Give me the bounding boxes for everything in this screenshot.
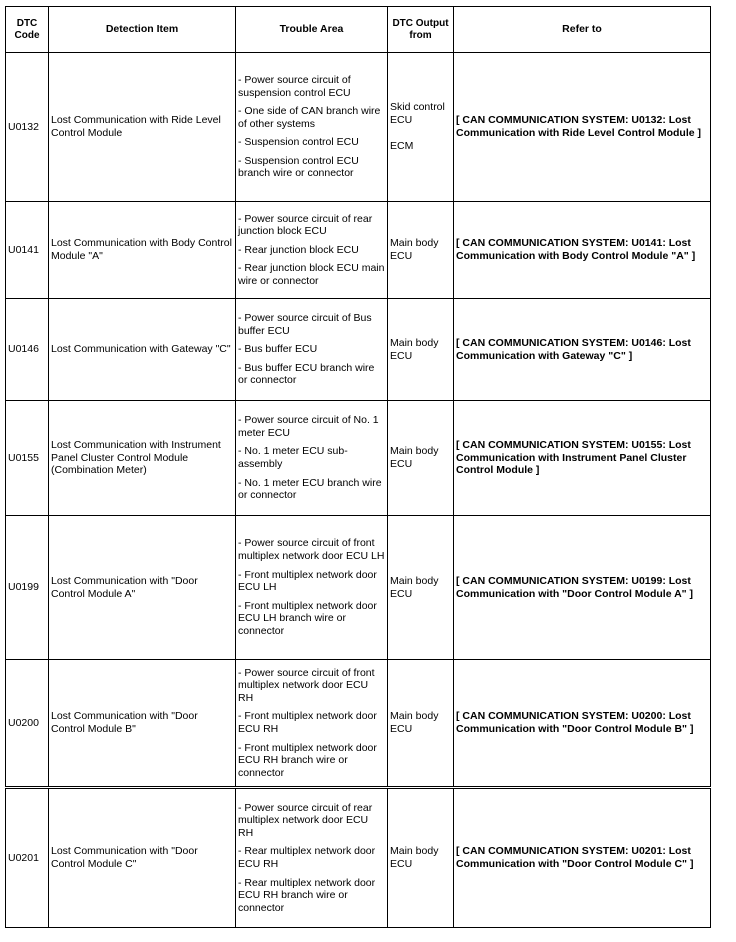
trouble-area-item: - Rear multiplex network door ECU RH branch wire or connector: [238, 876, 376, 914]
output-ecu: Main body ECU: [390, 574, 439, 600]
trouble-area-item: - Power source circuit of rear multiplex network door ECU RH: [238, 801, 373, 839]
refer-to-link[interactable]: [ CAN COMMUNICATION SYSTEM: U0200: Lost Communication with "Door Control Module B" ]: [454, 660, 711, 788]
output-ecu: Main body ECU: [390, 845, 439, 870]
detection-item-cell: Lost Communication with "Door Control Module B": [49, 660, 236, 788]
trouble-area-item: - Bus buffer ECU branch wire or connector: [238, 361, 375, 387]
trouble-area-item: - Power source circuit of front multiplex network door ECU RH: [238, 666, 375, 704]
trouble-area-item: - Front multiplex network door ECU RH: [238, 710, 377, 735]
dtc-output-cell: [388, 202, 454, 299]
output-ecu: Main body ECU: [390, 237, 439, 262]
trouble-area-cell: [236, 299, 388, 401]
output-ecu: Main body ECU: [390, 336, 439, 362]
table-row: [6, 788, 711, 928]
header-dtc-output-from: DTC Output from: [388, 7, 454, 53]
table-row: [6, 660, 711, 788]
dtc-output-cell: [388, 516, 454, 660]
header-detection-item: Detection Item: [49, 7, 236, 53]
trouble-area-cell: [236, 660, 388, 788]
trouble-area-item: - Front multiplex network door ECU LH branch wire or connector: [238, 599, 377, 637]
dtc-code-cell: U0141: [6, 202, 49, 299]
trouble-area-item: - Rear junction block ECU main wire or connector: [238, 262, 385, 287]
detection-item-cell: Lost Communication with "Door Control Module A": [49, 516, 236, 660]
trouble-area-item: - Bus buffer ECU: [238, 343, 318, 356]
table-row: [6, 202, 711, 299]
header-refer-to: Refer to: [454, 7, 711, 53]
detection-item-cell: Lost Communication with Instrument Panel Cluster Control Module (Combination Meter): [49, 401, 236, 516]
output-ecu: Main body ECU: [390, 445, 439, 470]
detection-item-cell: Lost Communication with Body Control Module "A": [49, 202, 236, 299]
refer-to-link[interactable]: [ CAN COMMUNICATION SYSTEM: U0155: Lost Communication with Instrument Panel Cluster Control Module ]: [454, 401, 711, 516]
trouble-area-item: - Suspension control ECU branch wire or connector: [238, 154, 359, 180]
trouble-area-item: - Power source circuit of rear junction block ECU: [238, 212, 373, 238]
trouble-area-item: - Power source circuit of suspension control ECU: [238, 73, 351, 99]
output-ecu: Main body ECU: [390, 710, 439, 735]
dtc-code-cell: U0155: [6, 401, 49, 516]
trouble-area-cell: [236, 516, 388, 660]
table-row: [6, 299, 711, 401]
dtc-code-cell: U0146: [6, 299, 49, 401]
output-ecu: Skid control ECU: [390, 101, 445, 126]
detection-item-cell: Lost Communication with Ride Level Control Module: [49, 53, 236, 202]
dtc-output-cell: [388, 788, 454, 928]
trouble-area-item: - Rear junction block ECU: [238, 243, 359, 256]
trouble-area-item: - Power source circuit of No. 1 meter ECU: [238, 414, 379, 439]
dtc-table: [5, 6, 711, 928]
trouble-area-cell: [236, 401, 388, 516]
dtc-output-cell: [388, 401, 454, 516]
refer-to-link[interactable]: [ CAN COMMUNICATION SYSTEM: U0132: Lost Communication with Ride Level Control Module ]: [454, 53, 711, 202]
dtc-output-cell: [388, 53, 454, 202]
trouble-area-item: - Power source circuit of Bus buffer ECU: [238, 312, 372, 337]
refer-to-link[interactable]: [ CAN COMMUNICATION SYSTEM: U0146: Lost Communication with Gateway "C" ]: [454, 299, 711, 401]
trouble-area-cell: [236, 788, 388, 928]
table-row: [6, 516, 711, 660]
header-trouble-area: Trouble Area: [236, 7, 388, 53]
trouble-area-item: - Front multiplex network door ECU LH: [238, 568, 377, 594]
trouble-area-item: - No. 1 meter ECU branch wire or connector: [238, 476, 382, 502]
detection-item-cell: Lost Communication with Gateway "C": [49, 299, 236, 401]
table-row: [6, 53, 711, 202]
trouble-area-cell: [236, 202, 388, 299]
refer-to-link[interactable]: [ CAN COMMUNICATION SYSTEM: U0199: Lost Communication with "Door Control Module A" ]: [454, 516, 711, 660]
table-row: [6, 401, 711, 516]
dtc-code-cell: U0132: [6, 53, 49, 202]
detection-item-cell: Lost Communication with "Door Control Module C": [49, 788, 236, 928]
table-header-row: [6, 7, 711, 53]
dtc-output-cell: [388, 299, 454, 401]
trouble-area-item: - Suspension control ECU: [238, 136, 359, 149]
trouble-area-item: - No. 1 meter ECU sub-assembly: [238, 445, 348, 470]
dtc-code-cell: U0200: [6, 660, 49, 788]
trouble-area-item: - Power source circuit of front multiplex network door ECU LH: [238, 537, 385, 563]
trouble-area-item: - Front multiplex network door ECU RH branch wire or connector: [238, 741, 377, 779]
dtc-code-cell: U0199: [6, 516, 49, 660]
refer-to-link[interactable]: [ CAN COMMUNICATION SYSTEM: U0201: Lost Communication with "Door Control Module C" ]: [454, 788, 711, 928]
dtc-code-cell: U0201: [6, 788, 49, 928]
refer-to-link[interactable]: [ CAN COMMUNICATION SYSTEM: U0141: Lost Communication with Body Control Module "A" ]: [454, 202, 711, 299]
trouble-area-item: - One side of CAN branch wire of other systems: [238, 105, 381, 130]
dtc-output-cell: [388, 660, 454, 788]
trouble-area-item: - Rear multiplex network door ECU RH: [238, 845, 376, 870]
output-ecu: ECM: [390, 140, 414, 153]
trouble-area-cell: [236, 53, 388, 202]
header-dtc-code: DTC Code: [6, 7, 49, 53]
